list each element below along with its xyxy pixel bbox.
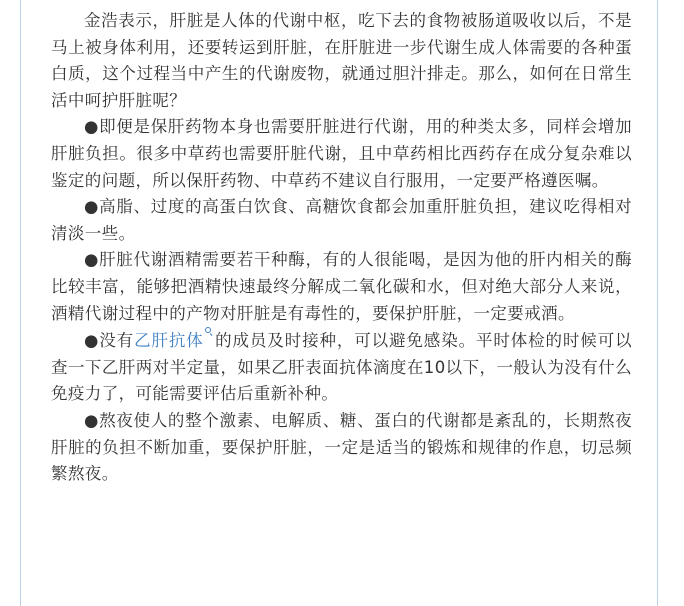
- intro-paragraph: 金浩表示，肝脏是人体的代谢中枢，吃下去的食物被肠道吸收以后，不是马上被身体利用，还要转运到肝脏，在肝脏进一步代谢生成人体需要的各种蛋白质，这个过程当中产生的代谢废物，就通过胆汁排走。那么，如何在日常生活中呵护肝脏呢？: [51, 11, 632, 110]
- hepatitis-b-antibody-link[interactable]: 乙肝抗体: [134, 331, 204, 351]
- tip-vaccination-paragraph: [51, 327, 632, 408]
- search-icon[interactable]: [205, 327, 213, 337]
- tip-alcohol-paragraph: ●肝脏代谢酒精需要若干种酶，有的人很能喝，是因为他的肝内相关的酶比较丰富，能够把酒精快速最终分解成二氧化碳和水，但对绝大部分人来说，酒精代谢过程中的产物对肝脏是有毒性的，要保护肝脏，一定要戒酒。: [51, 250, 632, 323]
- tip-vaccination-suffix: 的成员及时接种，可以避免感染。平时体检的时候可以查一下乙肝两对半定量，如果乙肝表面抗体滴度在10以下，一般认为没有什么免疫力了，可能需要评估后重新补种。: [51, 331, 632, 404]
- tip-medication-paragraph: ●即便是保肝药物本身也需要肝脏进行代谢，用的种类太多，同样会增加肝脏负担。很多中草药也需要肝脏代谢，且中草药相比西药存在成分复杂难以鉴定的问题，所以保肝药物、中草药不建议自行服用，一定要严格遵医嘱。: [51, 117, 632, 190]
- tip-sleep-paragraph: ●熬夜使人的整个激素、电解质、糖、蛋白的代谢都是紊乱的，长期熬夜肝脏的负担不断加重，要保护肝脏，一定是适当的锻炼和规律的作息，切忌频繁熬夜。: [51, 410, 632, 484]
- tip-vaccination-prefix: ●没有: [84, 331, 135, 351]
- tip-diet-paragraph: ●高脂、过度的高蛋白饮食、高糖饮食都会加重肝脏负担，建议吃得相对清淡一些。: [51, 197, 632, 243]
- article-body: [51, 8, 632, 488]
